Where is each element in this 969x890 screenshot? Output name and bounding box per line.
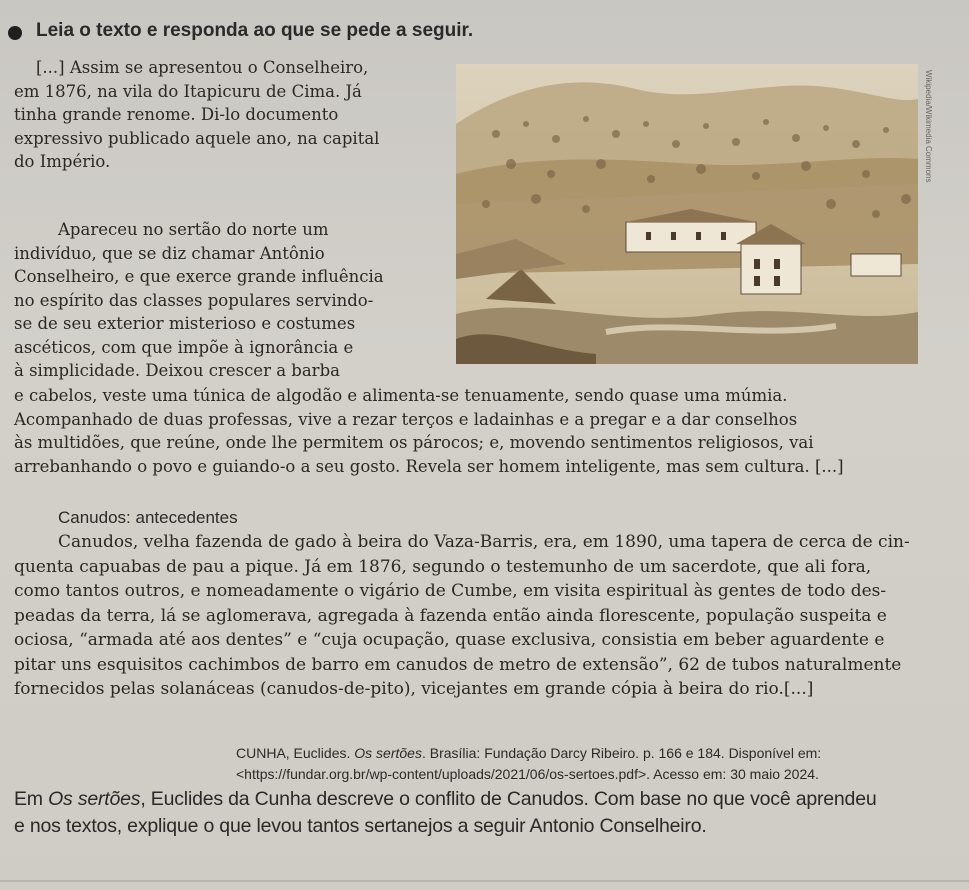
- text-line: pitar uns esquisitos cachimbos de barro em canudos de metro de extensão”, 62 de tubos naturalmente: [14, 654, 902, 675]
- question-line-1: Em Os sertões, Euclides da Cunha descreve o conflito de Canudos. Com base no que você aprendeu: [14, 788, 877, 810]
- text-line: peadas da terra, lá se aglomerava, agregada à fazenda então ainda florescente, população suspeita e: [14, 605, 887, 626]
- source-citation: [236, 743, 956, 785]
- text-line: tinha grande renome. Di-lo documento: [14, 105, 339, 124]
- text-line: e cabelos, veste uma túnica de algodão e alimenta-se tenuamente, sendo quase uma múmia.: [14, 386, 788, 405]
- text-line: [...] Assim se apresentou o Conselheiro,: [36, 58, 369, 77]
- excerpt-paragraph-3: [14, 530, 949, 702]
- text-line: se de seu exterior misterioso e costumes: [14, 314, 356, 333]
- excerpt-paragraph-2-continued: [14, 384, 944, 478]
- excerpt-paragraph-2: [14, 218, 444, 383]
- citation-line-1: CUNHA, Euclides. Os sertões. Brasília: Fundação Darcy Ribeiro. p. 166 e 184. Disponível em:: [236, 745, 822, 761]
- text-line: Acompanhado de duas professas, vive a rezar terços e ladainhas e a pregar e a dar conselhos: [14, 409, 798, 429]
- text-line: fornecidos pelas solanáceas (canudos-de-pito), vicejantes em grande cópia à beira do rio.[...]: [14, 679, 814, 699]
- text-line: ascéticos, com que impõe à ignorância e: [14, 337, 354, 357]
- text-line: indivíduo, que se diz chamar Antônio: [14, 243, 325, 263]
- text-line: à simplicidade. Deixou crescer a barba: [14, 361, 340, 380]
- text-line: ociosa, “armada até aos dentes” e “cuja ocupação, quase exclusiva, consistia em beber aguardente e: [14, 630, 885, 650]
- bullet-icon: [8, 26, 22, 40]
- text-line: como tantos outros, e nomeadamente o vigário de Cumbe, em visita espiritual às gentes de todo des-: [14, 581, 887, 601]
- text-line: em 1876, na vila do Itapicuru de Cima. Já: [14, 81, 362, 101]
- question-line-2: e nos textos, explique o que levou tantos sertanejos a seguir Antonio Conselheiro.: [14, 815, 707, 837]
- village-drawing: [456, 64, 918, 364]
- text-line: Conselheiro, e que exerce grande influência: [14, 267, 384, 286]
- page-divider: [0, 880, 969, 882]
- text-line: Canudos, velha fazenda de gado à beira do Vaza-Barris, era, em 1890, uma tapera de cerca de cin-: [58, 532, 910, 552]
- citation-work-title: Os sertões: [354, 745, 422, 761]
- citation-url-line: <https://fundar.org.br/wp-content/uploads/2021/06/os-sertoes.pdf>. Acesso em: 30 maio 2024.: [236, 766, 819, 782]
- question-work-title: Os sertões: [48, 788, 141, 810]
- question-prompt: [14, 786, 964, 840]
- instruction-heading: Leia o texto e responda ao que se pede a seguir.: [36, 20, 474, 41]
- text-line: Apareceu no sertão do norte um: [58, 220, 329, 239]
- text-line: expressivo publicado aquele ano, na capital: [14, 128, 380, 148]
- text-line: às multidões, que reúne, onde lhe permitem os párocos; e, movendo sentimentos religiosos, vai: [14, 433, 814, 452]
- text-line: do Império.: [14, 152, 111, 171]
- excerpt-paragraph-1: [14, 56, 434, 174]
- text-line: quenta capuabas de pau a pique. Já em 1876, segundo o testemunho de um sacerdote, que ali fora,: [14, 556, 872, 577]
- text-line: no espírito das classes populares servindo-: [14, 290, 374, 310]
- section-title: Canudos: antecedentes: [58, 508, 238, 527]
- image-credit: Wikipedia/Wikimedia Commons: [924, 70, 933, 183]
- canudos-illustration: [456, 64, 918, 364]
- text-line: arrebanhando o povo e guiando-o a seu gosto. Revela ser homem inteligente, mas sem cultura. [...]: [14, 456, 844, 476]
